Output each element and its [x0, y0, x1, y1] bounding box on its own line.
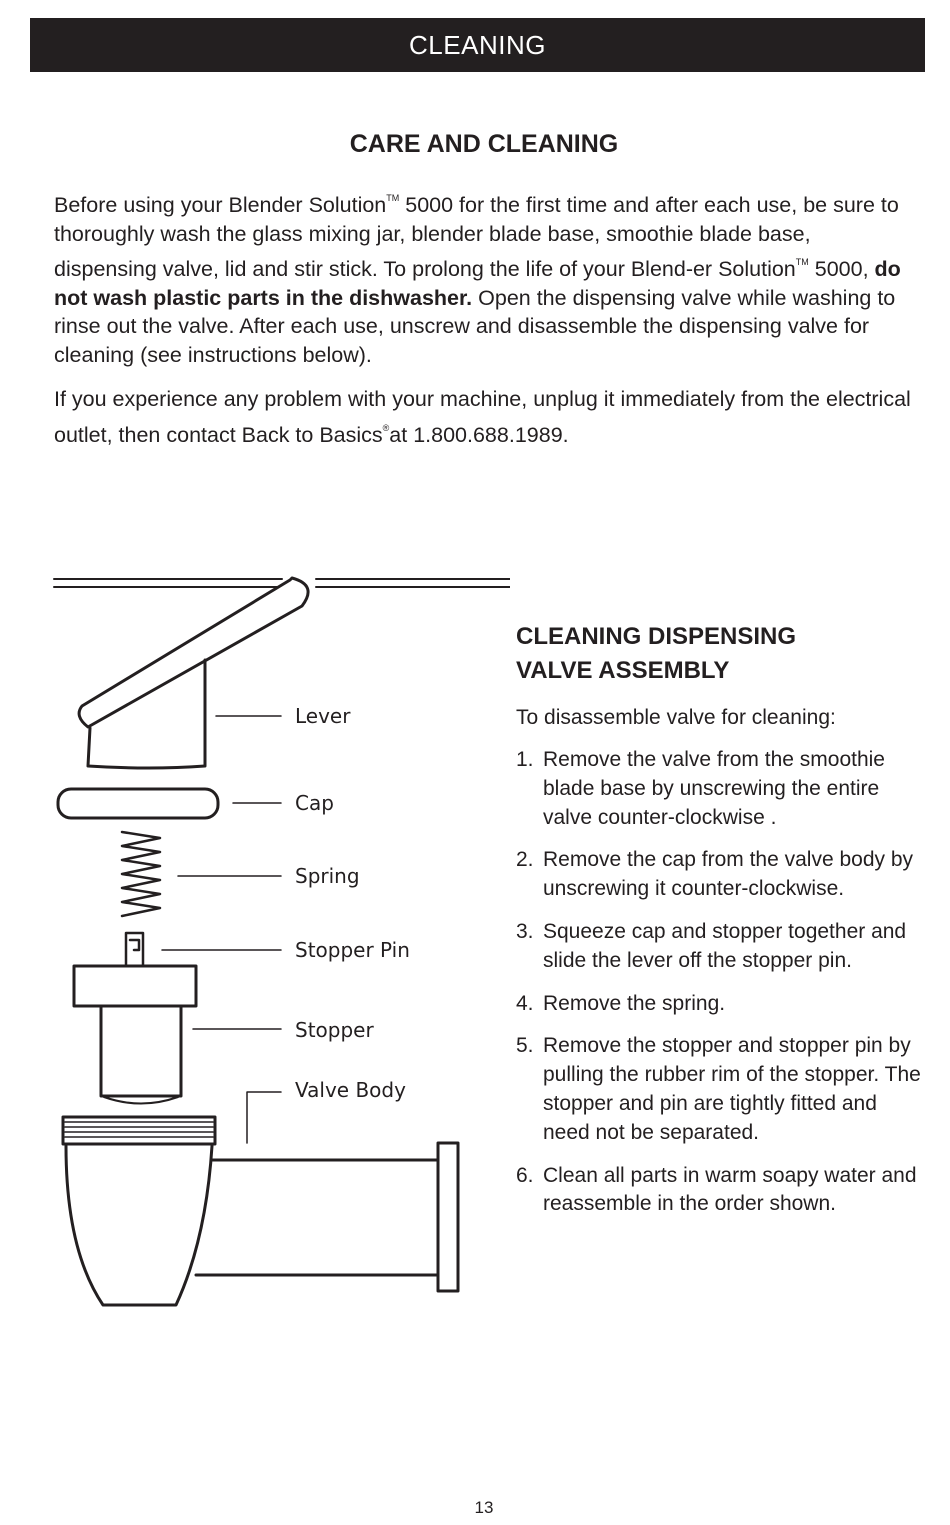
- step-text: Remove the cap from the valve body by unscrewing it counter-clockwise.: [543, 848, 914, 901]
- step-item: [516, 1162, 926, 1220]
- step-text: Remove the valve from the smoothie blade base by unscrewing the entire valve counter-clockwise .: [543, 748, 885, 829]
- valve-title-line-1: CLEANING DISPENSING: [516, 623, 797, 650]
- valve-section-title: [516, 620, 926, 688]
- step-number: 1.: [516, 748, 534, 771]
- step-item: [516, 918, 926, 976]
- header-bar: [30, 18, 925, 72]
- para1-text-c: 5000,: [808, 257, 875, 282]
- valve-body-part: [63, 1117, 458, 1305]
- valve-title-line-2: VALVE ASSEMBLY: [516, 657, 730, 684]
- para1-text-b: 5000 for the first time and after each use, be sure to thoroughly wash the glass mixing jar, blender blade base, smoothie blade base, dispensing valve, lid and stir stick. To prolong the life of your Blend-er Solution: [54, 193, 899, 282]
- step-text: Clean all parts in warm soapy water and reassemble in the order shown.: [543, 1163, 917, 1216]
- step-item: [516, 846, 926, 904]
- label-stopper: Stopper: [295, 1018, 374, 1042]
- spring-part: [122, 832, 160, 916]
- care-paragraph-1: [54, 184, 916, 370]
- para2-text-b: at 1.800.688.1989.: [389, 422, 569, 447]
- step-text: Squeeze cap and stopper together and slide the lever off the stopper pin.: [543, 919, 907, 972]
- stopper-pin-part: [126, 933, 143, 966]
- para2-text-a: If you experience any problem with your machine, unplug it immediately from the electrical outlet, then contact Back to Basics: [54, 387, 911, 447]
- valve-cleaning-section: [516, 620, 926, 1233]
- label-cap: Cap: [295, 791, 334, 815]
- step-item: [516, 990, 926, 1019]
- step-item: [516, 1032, 926, 1147]
- step-text: Remove the stopper and stopper pin by pulling the rubber rim of the stopper. The stopper and pin are tightly fitted and need not be separated.: [543, 1034, 921, 1144]
- cap-part: [58, 789, 218, 818]
- stopper-part: [74, 966, 196, 1104]
- step-item: [516, 746, 926, 832]
- dishwasher-warning: do not wash plastic parts in the dishwasher.: [54, 257, 901, 310]
- care-cleaning-title: CARE AND CLEANING: [349, 130, 619, 158]
- para1-text-d: Open the dispensing valve while washing to rinse out the valve. After each use, unscrew and disassemble the dispensing valve for cleaning (see instructions below).: [54, 285, 896, 367]
- step-number: 2.: [516, 848, 534, 872]
- label-stopper-pin: Stopper Pin: [295, 938, 410, 962]
- label-lever: Lever: [295, 704, 351, 728]
- page-number: 13: [474, 1498, 494, 1517]
- step-number: 6.: [516, 1163, 534, 1187]
- trademark-mark: TM: [386, 193, 400, 203]
- care-paragraph-2: [54, 385, 916, 449]
- valve-exploded-diagram: [0, 560, 510, 1320]
- step-number: 5.: [516, 1034, 534, 1058]
- trademark-mark: TM: [795, 257, 809, 268]
- step-text: Remove the spring.: [543, 991, 726, 1015]
- lever-part: [79, 578, 308, 768]
- para1-text-a: Before using your Blender Solution: [54, 193, 387, 217]
- label-valve-body: Valve Body: [295, 1078, 406, 1102]
- step-number: 4.: [516, 991, 534, 1015]
- header-title: CLEANING: [409, 29, 546, 60]
- step-number: 3.: [516, 919, 534, 943]
- registered-mark: ®: [382, 422, 390, 433]
- label-spring: Spring: [295, 864, 360, 888]
- valve-steps-list: [516, 746, 926, 1219]
- valve-intro: To disassemble valve for cleaning:: [516, 706, 836, 729]
